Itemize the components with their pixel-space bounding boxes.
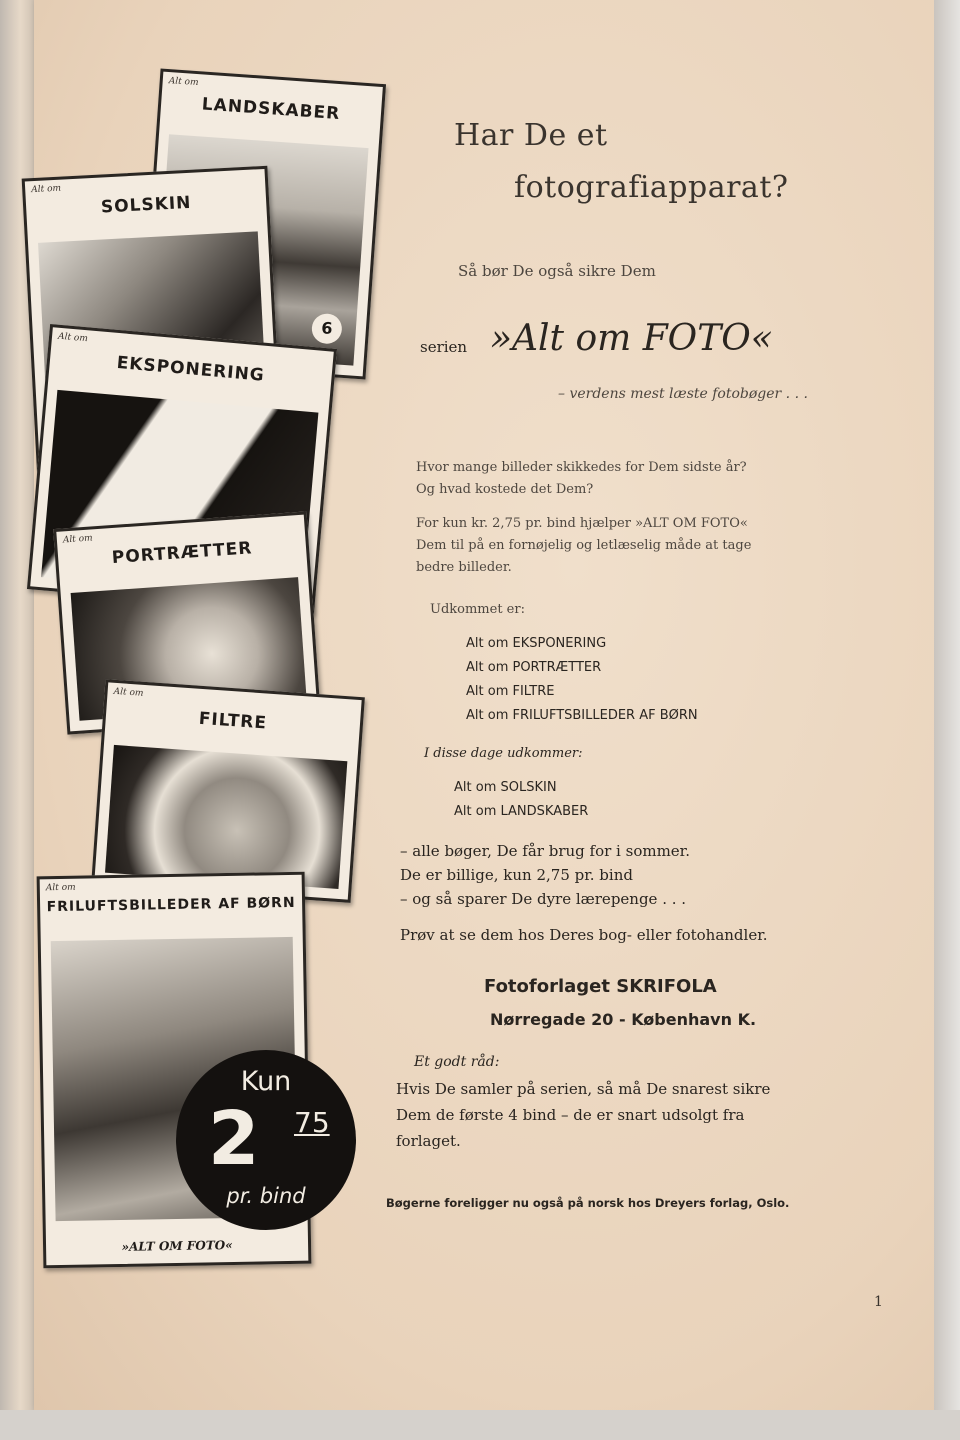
advice-line-3: forlaget. — [396, 1132, 461, 1150]
body-line-2: Dem til på en fornøjelig og letlæselig måde at tage — [416, 538, 752, 553]
upcoming-heading: I disse dage udkommer: — [424, 746, 583, 761]
publisher-address: Nørregade 20 - København K. — [490, 1010, 757, 1029]
booklet-title: FILTRE — [198, 708, 268, 734]
closing-line-3: – og så sparer De dyre lærepenge . . . — [400, 890, 687, 908]
closing-line-2: De er billige, kun 2,75 pr. bind — [400, 866, 633, 884]
booklet-small-label: Alt om — [113, 686, 144, 699]
booklet-small-label: Alt om — [30, 183, 62, 196]
footnote: Bøgerne foreligger nu også på norsk hos Dreyers forlag, Oslo. — [386, 1196, 790, 1210]
series-name: »Alt om FOTO« — [490, 318, 773, 359]
booklet-title: PORTRÆTTER — [111, 538, 253, 569]
body-line-1: For kun kr. 2,75 pr. bind hjælper »ALT OM FOTO« — [416, 516, 748, 531]
booklet-small-label: Alt om — [168, 76, 199, 89]
booklet-title: SOLSKIN — [100, 192, 192, 218]
series-tagline: – verdens mest læste fotobøger . . . — [558, 386, 808, 402]
published-heading: Udkommet er: — [430, 602, 525, 617]
booklet-small-label: Alt om — [57, 331, 89, 345]
price-badge — [176, 1050, 356, 1230]
published-item: Alt om FRILUFTSBILLEDER AF BØRN — [466, 708, 698, 723]
advice-heading: Et godt råd: — [414, 1054, 500, 1070]
table-surface — [0, 1410, 960, 1440]
booklet-small-label: Alt om — [62, 533, 94, 546]
published-item: Alt om FILTRE — [466, 684, 555, 699]
booklet-footer: »ALT OM FOTO« — [121, 1238, 233, 1254]
page-shadow — [934, 0, 960, 1440]
closing-line-1: – alle bøger, De får brug for i sommer. — [400, 842, 690, 860]
advice-line-1: Hvis De samler på serien, så må De snarest sikre — [396, 1080, 771, 1098]
booklet-cover-filtre — [91, 679, 365, 903]
upcoming-item: Alt om SOLSKIN — [454, 780, 557, 795]
page-number: 1 — [874, 1294, 883, 1310]
body-line-3: bedre billeder. — [416, 560, 512, 575]
subhead: Så bør De også sikre Dem — [458, 262, 656, 280]
publisher-name: Fotoforlaget SKRIFOLA — [484, 976, 717, 997]
upcoming-item: Alt om LANDSKABER — [454, 804, 589, 819]
series-prefix: serien — [420, 338, 468, 356]
headline-line-1: Har De et — [454, 118, 608, 153]
published-item: Alt om PORTRÆTTER — [466, 660, 602, 675]
intro-line-2: Og hvad kostede det Dem? — [416, 482, 594, 497]
closing-line-4: Prøv at se dem hos Deres bog- eller fotohandler. — [400, 926, 768, 944]
price-decimals: 75 — [294, 1106, 330, 1139]
published-item: Alt om EKSPONERING — [466, 636, 607, 651]
booklet-title: LANDSKABER — [201, 94, 341, 125]
booklet-badge: 6 — [311, 313, 343, 345]
price-per-volume: pr. bind — [226, 1184, 306, 1208]
price-number: 2 — [208, 1096, 258, 1182]
advice-line-2: Dem de første 4 bind – de er snart udsolgt fra — [396, 1106, 745, 1124]
price-kun: Kun — [240, 1066, 292, 1097]
booklet-title: EKSPONERING — [115, 352, 266, 386]
booklet-small-label: Alt om — [45, 882, 76, 894]
intro-line-1: Hvor mange billeder skikkedes for Dem sidste år? — [416, 460, 747, 475]
booklet-title: FRILUFTSBILLEDER AF BØRN — [46, 894, 296, 916]
headline-line-2: fotografiapparat? — [514, 170, 789, 205]
booklet-photo — [105, 745, 347, 889]
